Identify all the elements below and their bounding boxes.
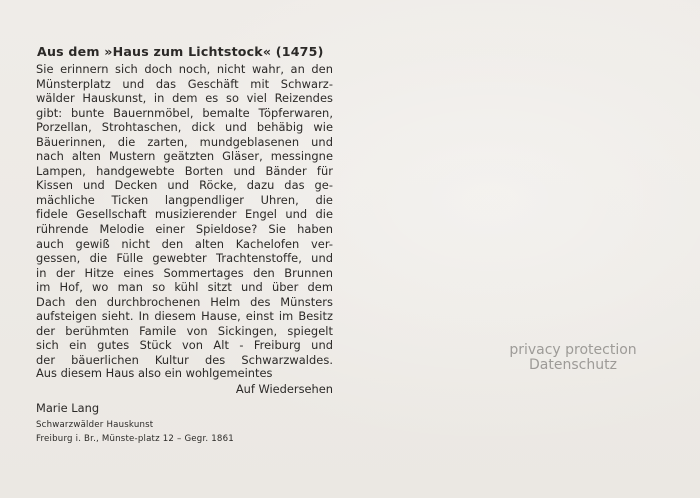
card-title: Aus dem »Haus zum Lichtstock« (1475) [37,44,324,59]
body-line: sich ein gutes Stück von Alt - Freiburg und [36,338,333,353]
watermark-line: privacy protection [509,342,637,358]
body-line: Kissen und Decken und Röcke, dazu das ge- [36,178,333,193]
card-body-text [36,62,333,367]
body-line: Bäuerinnen, die zarten, mundgeblasenen und [36,134,333,149]
closing-greeting [36,365,333,397]
body-line: der berühmten Famile von Sickingen, spiegelt [36,323,333,338]
body-line: Lampen, handgewebte Borten und Bänder für [36,163,333,178]
body-line: der bäuerlichen Kultur des Schwarzwaldes. [36,352,333,367]
company-name: Schwarzwälder Hauskunst [36,420,154,430]
privacy-watermark [499,343,647,373]
farewell-line: Auf Wiedersehen [235,382,333,396]
body-line: wälder Hauskunst, in dem es so viel Reizendes [36,91,333,106]
body-line: in der Hitze eines Sommertages den Brunnen [36,265,333,280]
body-line: gibt: bunte Bauernmöbel, bemalte Töpferwaren, [36,105,333,120]
body-line: auch gewiß nicht den alten Kachelofen ver- [36,236,333,251]
body-line: nach alten Mustern geätzten Gläser, messingne [36,149,333,164]
watermark-line: Datenschutz [529,357,617,373]
body-line: im Hof, wo man so kühl sitzt und über dem [36,280,333,295]
body-line: aufsteigen sieht. In diesem Hause, einst im Besitz [36,309,333,324]
closing-line: Aus diesem Haus also ein wohlgemeintes [36,366,273,380]
body-line: rührende Melodie einer Spieldose? Sie haben [36,222,333,237]
body-line: Sie erinnern sich doch noch, nicht wahr, an den [36,62,333,76]
body-line: gessen, die Fülle gewebter Trachtenstoffe, und [36,251,333,266]
company-address: Freiburg i. Br., Münste-platz 12 – Gegr. 1861 [36,434,234,444]
body-line: fidele Gesellschaft musizierender Engel und die [36,207,333,222]
body-line: Porzellan, Strohtaschen, dick und behäbig wie [36,120,333,135]
body-line: Dach den durchbrochenen Helm des Münsters [36,294,333,309]
body-line: Münsterplatz und das Geschäft mit Schwarz- [36,76,333,91]
body-line: mächliche Ticken langpendliger Uhren, die [36,192,333,207]
signature-name: Marie Lang [36,401,100,415]
